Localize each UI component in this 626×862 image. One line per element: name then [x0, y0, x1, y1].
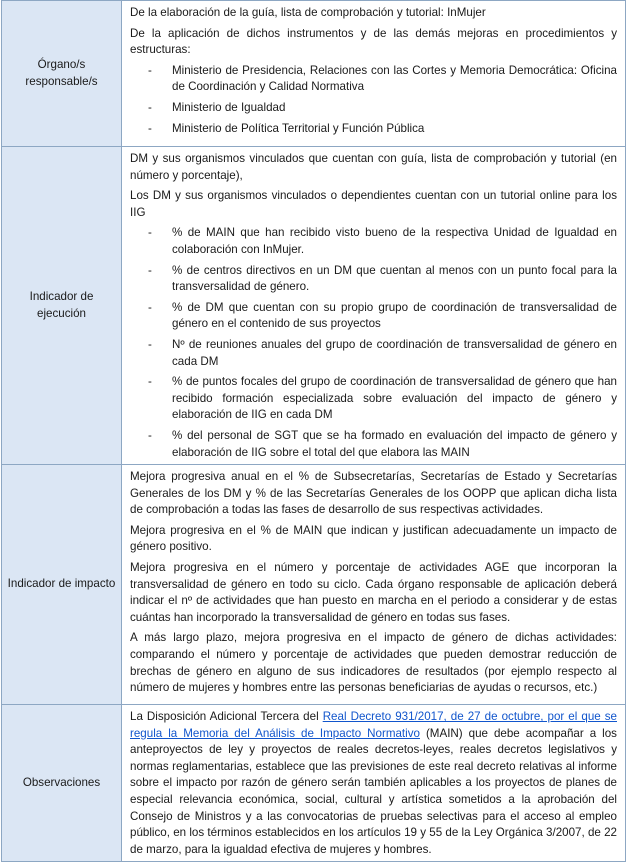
paragraph: Mejora progresiva en el % de MAIN que indican y justifican adecuadamente un impacto de género positivo. [130, 523, 617, 554]
row-observaciones [2, 705, 626, 862]
list-item: - Ministerio de Igualdad [130, 100, 617, 117]
paragraph: DM y sus organismos vinculados que cuentan con guía, lista de comprobación y tutorial (en número y porcentaje), [130, 152, 617, 182]
bullet-list [130, 63, 617, 137]
list-item: - % de DM que cuentan con su propio grupo de coordinación de transversalidad de género en el contenido de sus proyectos [148, 300, 617, 331]
dash-bullet: - [148, 226, 152, 240]
row-label: Indicador de impacto [2, 465, 122, 705]
real-decreto-link[interactable]: Real Decreto 931/2017, de 27 de octubre, por el que se regula la Memoria del Análisis de Impacto Normativo [130, 710, 617, 740]
paragraph: Los DM y sus organismos vinculados o dependientes cuentan con un tutorial online para los IIG [130, 189, 617, 219]
row-content [122, 705, 626, 862]
list-item: - % del personal de SGT que se ha formado en evaluación del impacto de género y elaboración de IIG sobre el total del que elabora las MAIN [148, 428, 617, 459]
list-item: - % de puntos focales del grupo de coordinación de transversalidad de género que han recibido formación especializada sobre evaluación del impacto de género y elaboración de IIG en cada DM [148, 375, 617, 422]
dash-bullet: - [148, 337, 152, 351]
dash-bullet: - [148, 63, 152, 77]
dash-bullet: - [148, 300, 152, 314]
dash-bullet: - [148, 121, 152, 135]
bullet-list [130, 225, 617, 461]
dash-bullet: - [148, 100, 152, 114]
paragraph: A más largo plazo, mejora progresiva en el impacto de género de dichas actividades: comparando el número y porcentaje de actividades que pueden demostrar reducción de brechas de género en alguno de sus indicadores de resultados (por ejemplo respecto al número de mujeres y hombres entre las personas beneficiarias de ayudas o recursos, etc.) [130, 631, 617, 695]
plan-measure-table [1, 0, 626, 862]
dash-bullet: - [148, 263, 152, 277]
row-content [122, 1, 626, 147]
row-organos-responsables [2, 1, 626, 147]
row-indicador-ejecucion [2, 147, 626, 465]
paragraph: Mejora progresiva anual en el % de Subsecretarías, Secretarías de Estado y Secretarías Generales de los DM y % de las Secretarías Generales de los OOPP que aplican dicha lista de comprobación a todas las fases de desarrollo de sus respectivas actividades. [130, 470, 617, 517]
row-content [122, 147, 626, 465]
paragraph: Mejora progresiva en el número y porcentaje de actividades AGE que incorporan la transversalidad de género en todo su ciclo. Cada órgano responsable de aplicación deberá indicar el nº de actividades que han puesto en marcha en el periodo a considerar y de estas cuántas han incorporado la transversalidad de género en todas sus fases. [130, 561, 617, 624]
row-label: Indicador de ejecución [2, 147, 122, 465]
paragraph: De la aplicación de dichos instrumentos y de las demás mejoras en procedimientos y estructuras: [130, 26, 617, 57]
list-item: - Nº de reuniones anuales del grupo de coordinación de transversalidad de género en cada DM [148, 337, 617, 368]
list-item: - Ministerio de Política Territorial y Función Pública [130, 121, 617, 138]
row-content [122, 465, 626, 705]
paragraph: De la elaboración de la guía, lista de comprobación y tutorial: InMujer [130, 6, 486, 19]
row-label: Observaciones [2, 705, 122, 862]
row-indicador-impacto [2, 465, 626, 705]
paragraph: La Disposición Adicional Tercera del Real Decreto 931/2017, de 27 de octubre, por el que se regula la Memoria del Análisis de Impacto Normativo (MAIN) que debe acompañar a los anteproyectos de ley y proyectos de reales decretos-leyes, reales decretos legislativos y normas reglamentarias, establece que las previsiones de este real decreto relativas al informe sobre el impacto por razón de género serán también aplicables a los proyectos de planes de especial relevancia económica, social, cultural y artística sometidos a la aprobación del Consejo de Ministros y a las convocatorias de pruebas selectivas para el acceso al empleo público, en los términos establecidos en los artículos 19 y 55 de la Ley Orgánica 3/2007, de 22 de marzo, para la igualdad efectiva de mujeres y hombres. [130, 710, 617, 856]
row-label: Órgano/s responsable/s [2, 1, 122, 147]
dash-bullet: - [148, 375, 152, 389]
list-item: - % de MAIN que han recibido visto bueno de la respectiva Unidad de Igualdad en colaboración con InMujer. [148, 226, 617, 256]
list-item: - Ministerio de Presidencia, Relaciones con las Cortes y Memoria Democrática: Oficina de Coordinación y Calidad Normativa [148, 63, 617, 94]
list-item: - % de centros directivos en un DM que cuentan al menos con un punto focal para la transversalidad de género. [148, 263, 617, 294]
dash-bullet: - [148, 428, 152, 442]
